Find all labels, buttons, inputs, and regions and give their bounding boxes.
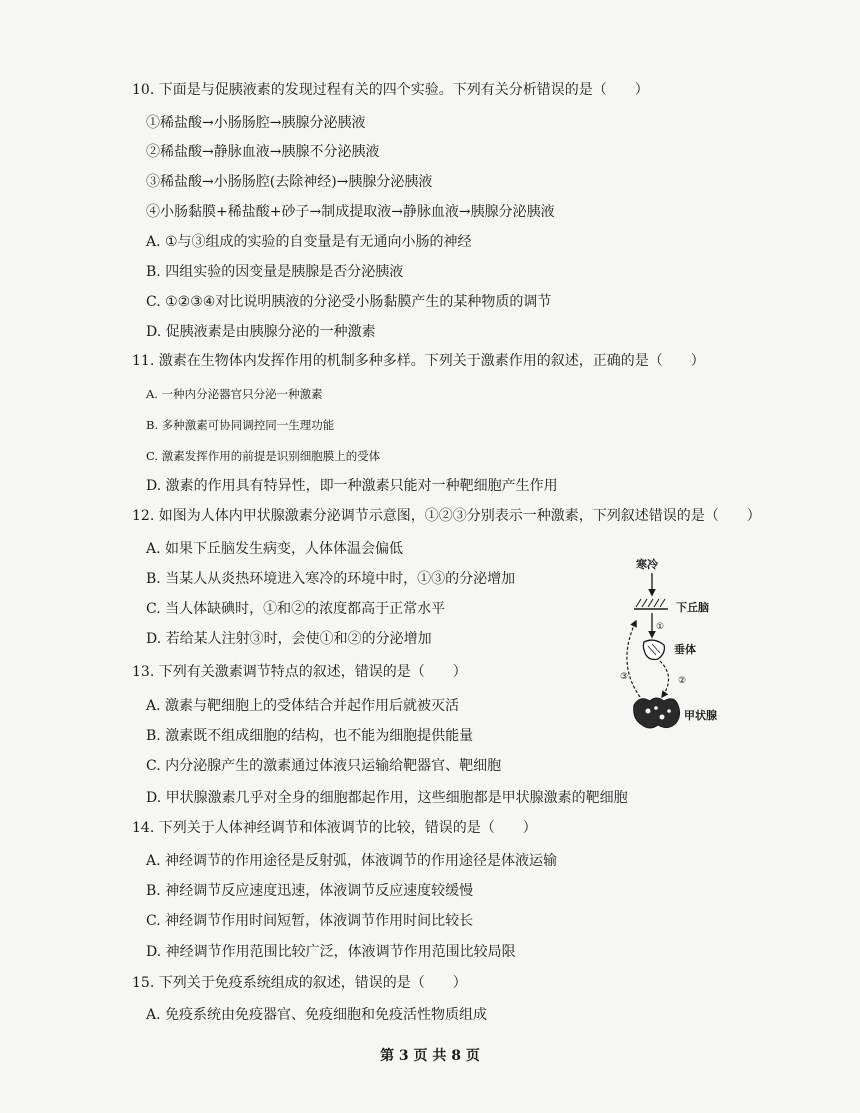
q13-option-d: D. 甲状腺激素几乎对全身的细胞都起作用，这些细胞都是甲状腺激素的靶细胞 [146,790,628,806]
q14-option-b: B. 神经调节反应速度迅速，体液调节反应速度较缓慢 [146,883,474,899]
q10-experiment-4: ④小肠黏膜+稀盐酸+砂子→制成提取液→静脉血液→胰腺分泌胰液 [146,204,555,220]
hormone3-label: ③ [620,672,629,682]
q11-option-a: A. 一种内分泌器官只分泌一种激素 [146,387,323,401]
cold-label: 寒冷 [636,558,658,571]
q11-option-d: D. 激素的作用具有特异性，即一种激素只能对一种靶细胞产生作用 [146,478,558,494]
hormone2-label: ② [678,676,687,686]
thyroid-regulation-diagram [596,555,746,745]
q11-option-c: C. 激素发挥作用的前提是识别细胞膜上的受体 [146,449,381,463]
q11-stem: 11. 激素在生物体内发挥作用的机制多种多样。下列关于激素作用的叙述，正确的是（ ） [132,353,705,369]
q10-option-c: C. ①②③④对比说明胰液的分泌受小肠黏膜产生的某种物质的调节 [146,294,552,310]
hypothalamus-label: 下丘脑 [676,601,709,614]
q10-experiment-1: ①稀盐酸→小肠肠腔→胰腺分泌胰液 [146,115,366,131]
q10-option-b: B. 四组实验的因变量是胰腺是否分泌胰液 [146,264,404,280]
q13-option-b: B. 激素既不组成细胞的结构，也不能为细胞提供能量 [146,728,474,744]
q10-option-a: A. ①与③组成的实验的自变量是有无通向小肠的神经 [146,234,472,250]
q13-option-a: A. 激素与靶细胞上的受体结合并起作用后就被灭活 [146,698,460,714]
q12-option-c: C. 当人体缺碘时，①和②的浓度都高于正常水平 [146,601,446,617]
q13-stem: 13. 下列有关激素调节特点的叙述，错误的是（ ） [132,664,467,680]
q15-option-a: A. 免疫系统由免疫器官、免疫细胞和免疫活性物质组成 [146,1007,488,1023]
thyroid-shape [634,698,680,728]
hormone2-arrow [660,661,669,697]
q13-option-c: C. 内分泌腺产生的激素通过体液只运输给靶器官、靶细胞 [146,758,502,774]
q10-option-d: D. 促胰液素是由胰腺分泌的一种激素 [146,324,376,340]
hypothalamus-shape [634,599,668,609]
q14-option-a: A. 神经调节的作用途径是反射弧，体液调节的作用途径是体液运输 [146,853,558,869]
hormone3-feedback-arrow [627,621,640,697]
pituitary-label: 垂体 [674,643,696,656]
q14-stem: 14. 下列关于人体神经调节和体液调节的比较，错误的是（ ） [132,820,537,836]
q12-stem: 12. 如图为人体内甲状腺激素分泌调节示意图，①②③分别表示一种激素，下列叙述错误的是（ ） [132,508,761,524]
page-footer: 第 3 页 共 8 页 [380,1048,480,1064]
hormone1-label: ① [656,622,665,632]
q15-stem: 15. 下列关于免疫系统组成的叙述，错误的是（ ） [132,975,467,991]
q12-option-a: A. 如果下丘脑发生病变，人体体温会偏低 [146,541,404,557]
q10-experiment-2: ②稀盐酸→静脉血液→胰腺不分泌胰液 [146,144,380,160]
q14-option-d: D. 神经调节作用范围比较广泛，体液调节作用范围比较局限 [146,944,516,960]
q10-experiment-3: ③稀盐酸→小肠肠腔(去除神经)→胰腺分泌胰液 [146,174,433,190]
pituitary-shape [643,640,664,659]
q11-option-b: B. 多种激素可协同调控同一生理功能 [146,418,335,432]
q12-option-b: B. 当某人从炎热环境进入寒冷的环境中时，①③的分泌增加 [146,571,516,587]
q14-option-c: C. 神经调节作用时间短暂，体液调节作用时间比较长 [146,913,474,929]
thyroid-label: 甲状腺 [684,709,717,722]
q12-option-d: D. 若给某人注射③时，会使①和②的分泌增加 [146,631,432,647]
q10-stem: 10. 下面是与促胰液素的发现过程有关的四个实验。下列有关分析错误的是（ ） [132,82,649,98]
